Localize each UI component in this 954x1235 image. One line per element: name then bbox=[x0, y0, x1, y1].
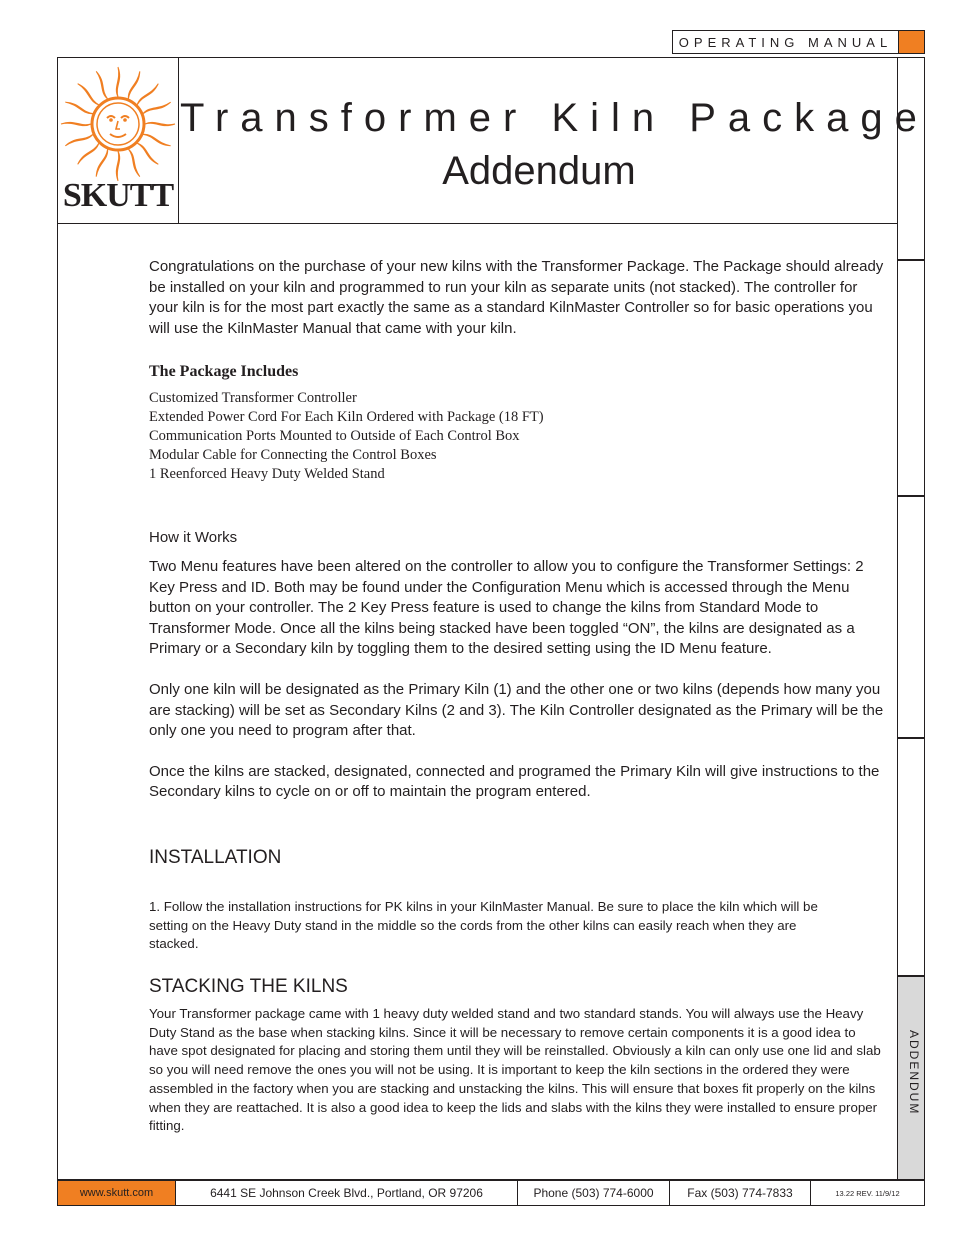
stacking-section bbox=[149, 976, 884, 1136]
logo-box bbox=[57, 57, 179, 224]
section-tab-3 bbox=[898, 496, 925, 738]
section-tab-2 bbox=[898, 260, 925, 496]
how-it-works-heading: How it Works bbox=[149, 529, 238, 546]
phone-number: Phone (503) 774-6000 bbox=[518, 1181, 670, 1205]
package-item: Extended Power Cord For Each Kiln Ordered with Package (18 FT) bbox=[149, 409, 544, 425]
package-section bbox=[149, 363, 884, 484]
operating-manual-label: OPERATING MANUAL bbox=[678, 34, 893, 50]
installation-paragraph: 1. Follow the installation instructions for PK kilns in your KilnMaster Manual. Be sure to place the kiln which will be setting on the Heavy Duty stand in the middle so the cords from the other kilns can easily reach when they are stacked. bbox=[149, 899, 818, 952]
revision-code: 13.22 REV. 11/9/12 bbox=[835, 1188, 900, 1198]
package-item: Communication Ports Mounted to Outside of Each Control Box bbox=[149, 428, 520, 444]
package-item: Modular Cable for Connecting the Control Boxes bbox=[149, 447, 437, 463]
document-subtitle: Addendum bbox=[442, 149, 636, 193]
sun-face-icon bbox=[57, 63, 179, 185]
package-item: 1 Reenforced Heavy Duty Welded Stand bbox=[149, 466, 385, 482]
package-heading: The Package Includes bbox=[149, 363, 299, 380]
section-tab-1 bbox=[898, 57, 925, 260]
installation-section bbox=[149, 847, 884, 869]
installation-body bbox=[149, 898, 829, 954]
how-paragraph-1: Two Menu features have been altered on the controller to allow you to configure the Transformer Settings: 2 Key Press and ID. Both may be found under the Configuration Menu which is accessed through the Menu button on your controller. The 2 Key Press feature is used to change the kilns from Standard Mode to Transformer Mode. Once all the kilns being stacked have been toggled “ON”, the kilns are designated as a Primary or a Secondary kiln by toggling them to the desired setting using the ID Menu feature. bbox=[149, 558, 864, 658]
title-divider bbox=[57, 223, 898, 224]
intro-section bbox=[149, 257, 884, 339]
how-paragraph-3: Once the kilns are stacked, designated, connected and programed the Primary Kiln will give instructions to the Secondary kilns to cycle on or off to maintain the program entered. bbox=[149, 762, 880, 801]
intro-paragraph: Congratulations on the purchase of your new kilns with the Transformer Package. The Package should already be installed on your kiln and programmed to run your kiln as separate units (not stacked). The controller for your kiln is for the most part exactly the same as a standard KilnMaster Controller so for basic operations you will use the KilnMaster Manual that came with your kiln. bbox=[149, 258, 884, 337]
footer-bar bbox=[57, 1180, 925, 1206]
company-address: 6441 SE Johnson Creek Blvd., Portland, OR 97206 bbox=[176, 1181, 518, 1205]
header-accent-block bbox=[898, 30, 925, 54]
section-tabs bbox=[898, 57, 925, 1180]
package-item: Customized Transformer Controller bbox=[149, 390, 357, 406]
section-tab-4 bbox=[898, 738, 925, 976]
stacking-heading: STACKING THE KILNS bbox=[149, 976, 348, 997]
website-link[interactable]: www.skutt.com bbox=[58, 1181, 176, 1205]
skutt-wordmark: SKUTT bbox=[62, 177, 174, 214]
operating-manual-tab bbox=[672, 30, 898, 54]
how-it-works-section bbox=[149, 529, 884, 803]
fax-number: Fax (503) 774-7833 bbox=[670, 1181, 811, 1205]
installation-heading: INSTALLATION bbox=[149, 847, 282, 868]
stacking-paragraph: Your Transformer package came with 1 heavy duty welded stand and two standard stands. You will always use the Heavy Duty Stand as the base when stacking kilns. Since it will be necessary to remove certain components it is a good idea to have spot designated for placing and storing them until they will be reinstalled. Obviously a kiln can only use one lid and slab so you will need remove the ones you will not be using. It is important to keep the kiln sections in the ordered they were assembled in the factory when you are stacking and unstacking the kilns. This will ensure that boxes fit properly on the kilns when they are reattached. It is also a good idea to keep the lids and slabs with the kilns they were installed to ensure proper fitting. bbox=[149, 1006, 881, 1134]
document-title: Transformer Kiln Package bbox=[180, 96, 929, 140]
addendum-tab-label: ADDENDUM bbox=[907, 1030, 921, 1116]
how-paragraph-2: Only one kiln will be designated as the Primary Kiln (1) and the other one or two kilns (depends how many you are stacking) will be set as Secondary Kilns (2 and 3). The Kiln Controller designated as the Primary will be the only one you need to program after that. bbox=[149, 680, 884, 740]
